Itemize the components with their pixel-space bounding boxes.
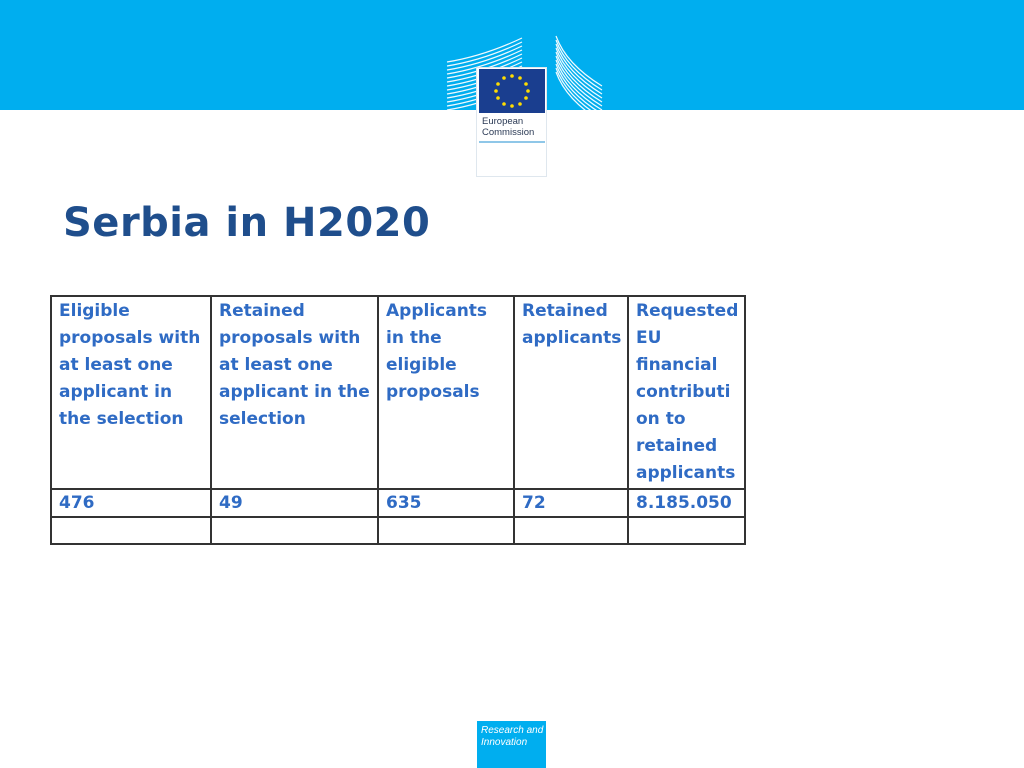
empty-cell xyxy=(211,517,378,544)
value-applicants-eligible: 635 xyxy=(378,489,514,517)
empty-cell xyxy=(628,517,745,544)
eu-stars-icon xyxy=(479,69,545,113)
header-applicants-eligible: Applicants in the eligible proposals xyxy=(378,296,514,489)
badge-line-1: Research and xyxy=(481,725,544,736)
empty-cell xyxy=(514,517,628,544)
european-commission-logo xyxy=(444,34,604,146)
page-title: Serbia in H2020 xyxy=(63,200,431,246)
table-row-empty xyxy=(51,517,745,544)
value-retained-applicants: 72 xyxy=(514,489,628,517)
empty-cell xyxy=(378,517,514,544)
badge-line-2: Innovation xyxy=(481,737,528,748)
table-header-row xyxy=(51,296,745,489)
empty-cell xyxy=(51,517,211,544)
table-row xyxy=(51,489,745,517)
logo-line-1: European xyxy=(482,116,524,127)
value-eligible-proposals: 476 xyxy=(51,489,211,517)
header-eligible-proposals: Eligible proposals with at least one applicant in the selection xyxy=(51,296,211,489)
research-innovation-badge xyxy=(477,721,546,768)
statistics-table xyxy=(50,295,746,545)
header-requested-eu-contribution: Requested EU financial contributi on to retained applicants xyxy=(628,296,745,489)
logo-text xyxy=(482,116,546,138)
logo-underline xyxy=(479,141,545,143)
header-retained-proposals: Retained proposals with at least one applicant in the selection xyxy=(211,296,378,489)
eu-flag-icon xyxy=(479,69,545,113)
logo-line-2: Commission xyxy=(482,127,535,138)
header-retained-applicants: Retained applicants xyxy=(514,296,628,489)
value-requested-eu-contribution: 8.185.050 xyxy=(628,489,745,517)
value-retained-proposals: 49 xyxy=(211,489,378,517)
